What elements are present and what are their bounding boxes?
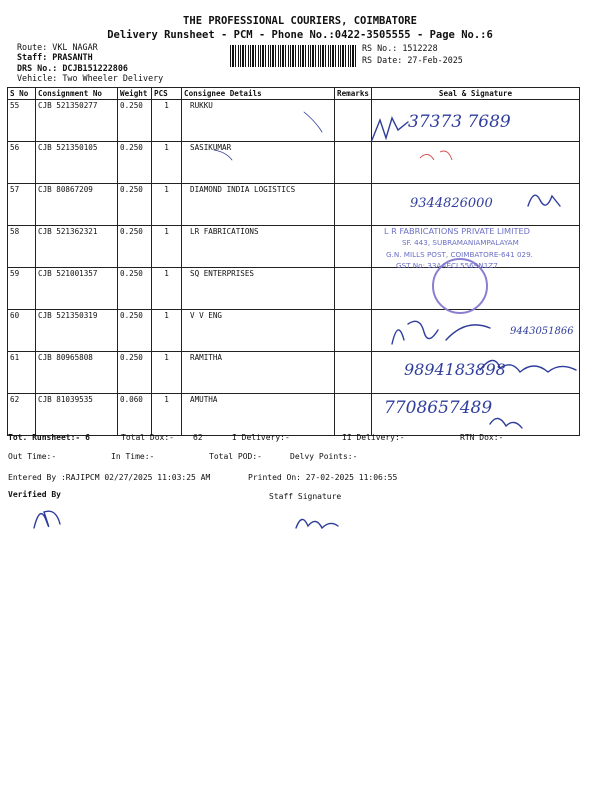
cell-weight: 0.060 xyxy=(118,394,152,436)
cell-pcs: 1 xyxy=(152,184,182,226)
cell-sno: 59 xyxy=(8,268,36,310)
col-seal-signature: Seal & Signature xyxy=(372,88,580,100)
printed-on: Printed On: 27-02-2025 11:06:55 xyxy=(248,473,398,482)
cell-consignee: LR FABRICATIONS xyxy=(182,226,335,268)
drs-number: DRS No.: DCJB151222806 xyxy=(17,63,128,73)
cell-weight: 0.250 xyxy=(118,352,152,394)
signature-scribble-57 xyxy=(528,195,560,206)
staff-signature-mark xyxy=(296,519,338,528)
col-pcs: PCS xyxy=(152,88,182,100)
cell-pcs: 1 xyxy=(152,268,182,310)
cell-pcs: 1 xyxy=(152,100,182,142)
i-delivery: I Delivery:- xyxy=(232,433,290,442)
cell-consignee: AMUTHA xyxy=(182,394,335,436)
total-pod: Total POD:- xyxy=(209,452,262,461)
runsheet-subtitle: Delivery Runsheet - PCM - Phone No.:0422-3505555 - Page No.:6 xyxy=(107,29,493,41)
cell-weight: 0.250 xyxy=(118,184,152,226)
staff-signature-label: Staff Signature xyxy=(269,492,342,501)
stamp-gst: GST No: 33AAECL5569N1Z7 xyxy=(396,261,498,270)
cell-consignee: SQ ENTERPRISES xyxy=(182,268,335,310)
stamp-company-name: L R FABRICATIONS PRIVATE LIMITED xyxy=(384,226,530,236)
cell-weight: 0.250 xyxy=(118,226,152,268)
cell-sno: 61 xyxy=(8,352,36,394)
cell-consignment: CJB 81039535 xyxy=(36,394,118,436)
signature-scribble-55 xyxy=(372,118,408,140)
handwritten-phone-55: 37373 7689 xyxy=(408,112,511,132)
route-label: Route: VKL NAGAR xyxy=(17,42,98,52)
handwritten-phone-62: 7708657489 xyxy=(384,398,493,418)
cell-pcs: 1 xyxy=(152,226,182,268)
tot-runsheet: Tot. Runsheet:- 6 xyxy=(8,433,90,442)
cell-weight: 0.250 xyxy=(118,310,152,352)
pen-mark-56 xyxy=(214,150,232,160)
entered-by: Entered By :RAJIPCM 02/27/2025 11:03:25 AM xyxy=(8,473,211,482)
cell-consignment: CJB 521362321 xyxy=(36,226,118,268)
in-time: In Time:- xyxy=(111,452,155,461)
cell-sno: 57 xyxy=(8,184,36,226)
cell-sno: 62 xyxy=(8,394,36,436)
cell-weight: 0.250 xyxy=(118,268,152,310)
cell-consignment: CJB 80965808 xyxy=(36,352,118,394)
stamp-address-2: G.N. MILLS POST, COIMBATORE-641 029. xyxy=(386,250,533,259)
company-title: THE PROFESSIONAL COURIERS, COIMBATORE xyxy=(183,15,417,27)
cell-consignee: SASIKUMAR xyxy=(182,142,335,184)
cell-consignment: CJB 80867209 xyxy=(36,184,118,226)
col-consignment: Consignment No xyxy=(36,88,118,100)
verifier-signature xyxy=(34,511,60,528)
col-consignee: Consignee Details xyxy=(182,88,335,100)
vehicle-label: Vehicle: Two Wheeler Delivery xyxy=(17,73,164,83)
cell-sno: 60 xyxy=(8,310,36,352)
cell-consignee: RUKKU xyxy=(182,100,335,142)
cell-pcs: 1 xyxy=(152,394,182,436)
signature-scribble-62 xyxy=(490,418,522,428)
handwritten-phone-61a: 9443051866 xyxy=(510,326,574,337)
cell-pcs: 1 xyxy=(152,310,182,352)
red-ink-mark xyxy=(420,151,452,160)
rs-number: RS No.: 1512228 xyxy=(362,43,438,53)
handwritten-phone-61b: 9894183898 xyxy=(404,360,506,379)
cell-sno: 55 xyxy=(8,100,36,142)
delvy-points: Delvy Points:- xyxy=(290,452,358,461)
cell-sno: 58 xyxy=(8,226,36,268)
handwritten-phone-57: 9344826000 xyxy=(410,196,493,211)
total-dox-label: Total Dox:- xyxy=(121,433,174,442)
col-sno: S No xyxy=(8,88,36,100)
cell-consignment: CJB 521350105 xyxy=(36,142,118,184)
out-time: Out Time:- xyxy=(8,452,57,461)
cell-pcs: 1 xyxy=(152,142,182,184)
cell-consignee: RAMITHA xyxy=(182,352,335,394)
stamp-address-1: SF. 443, SUBRAMANIAMPALAYAM xyxy=(402,238,519,247)
cell-weight: 0.250 xyxy=(118,142,152,184)
staff-label: Staff: PRASANTH xyxy=(17,52,93,62)
col-weight: Weight xyxy=(118,88,152,100)
rtn-dox: RTN Dox:- xyxy=(460,433,504,442)
rs-date: RS Date: 27-Feb-2025 xyxy=(362,55,463,65)
cell-pcs: 1 xyxy=(152,352,182,394)
cell-sno: 56 xyxy=(8,142,36,184)
pen-mark-55 xyxy=(304,112,322,132)
ii-delivery: II Delivery:- xyxy=(342,433,405,442)
signature-scribble-60 xyxy=(392,321,490,344)
cell-weight: 0.250 xyxy=(118,100,152,142)
cell-consignment: CJB 521350319 xyxy=(36,310,118,352)
col-remarks: Remarks xyxy=(335,88,372,100)
total-dox-value: 62 xyxy=(193,433,203,442)
verified-by: Verified By xyxy=(8,490,61,499)
cell-consignee: DIAMOND INDIA LOGISTICS xyxy=(182,184,335,226)
cell-consignee: V V ENG xyxy=(182,310,335,352)
cell-consignment: CJB 521350277 xyxy=(36,100,118,142)
cell-consignment: CJB 521001357 xyxy=(36,268,118,310)
